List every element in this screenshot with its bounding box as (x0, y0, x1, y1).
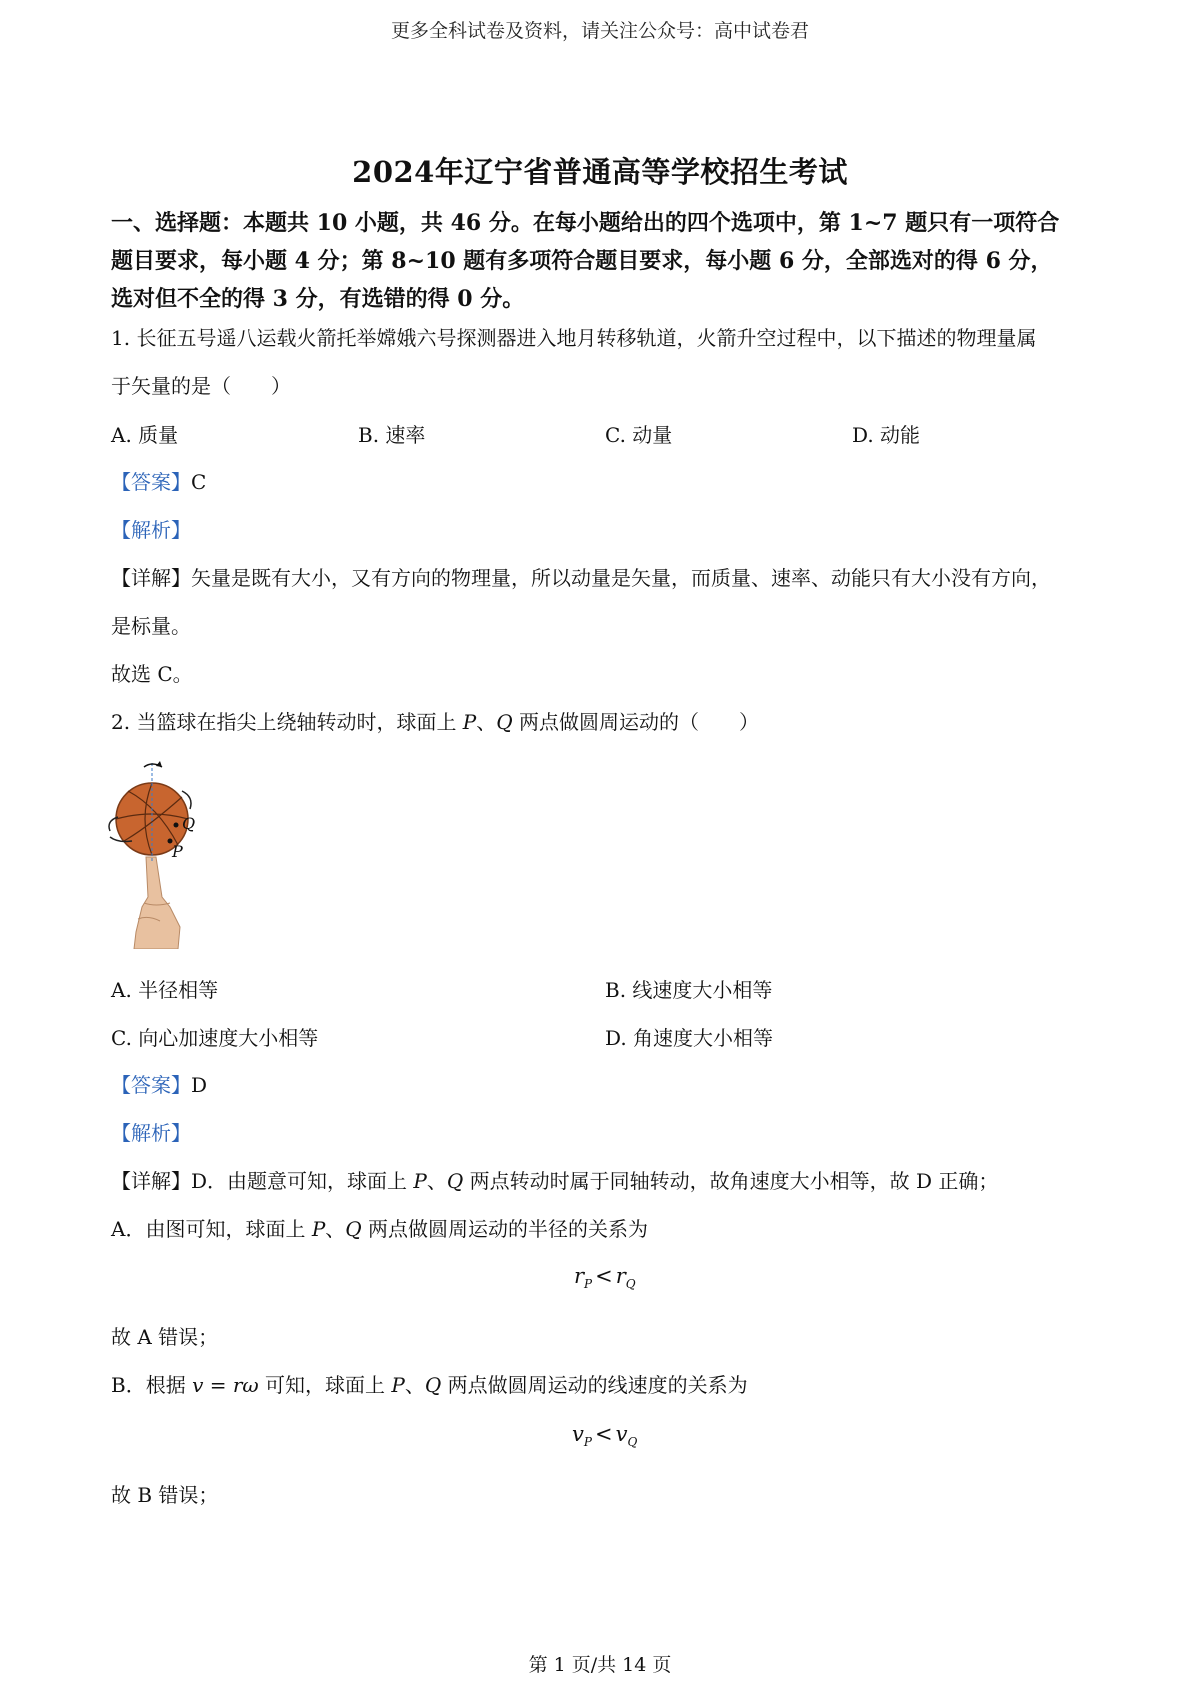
formula-radius (574, 1264, 636, 1291)
q1-option-c: C. 动量 (605, 423, 673, 447)
section-heading-line-1: 一、选择题：本题共 10 小题，共 46 分。在每小题给出的四个选项中，第 1~7 题只有一项符合 (111, 210, 1060, 236)
formula-lt-1: < (595, 1264, 613, 1288)
q1-option-a: A. 质量 (111, 423, 179, 447)
q2-analysis-tag: 【解析】 (111, 1121, 191, 1145)
q1-answer-value: C (191, 470, 207, 494)
section-heading-line-2: 题目要求，每小题 4 分；第 8~10 题有多项符合题目要求，每小题 6 分，全部选对的得 6 分， (111, 248, 1053, 274)
q2-a-q: Q (345, 1217, 362, 1241)
basketball-figure-svg (108, 757, 224, 949)
q2-detail-b-mid: 可知，球面上 (258, 1373, 392, 1397)
q1-detail-line-1 (111, 563, 1051, 593)
formula-r-sub-p: P (584, 1277, 593, 1292)
q2-b-conclusion: 故 B 错误； (111, 1483, 219, 1507)
formula-r-sub-q: Q (625, 1277, 636, 1292)
q1-answer (111, 467, 206, 497)
q2-b-sep: 、 (404, 1373, 425, 1397)
section-heading-line-3: 选对但不全的得 3 分，有选错的得 0 分。 (111, 286, 525, 312)
formula-r-1: r (574, 1264, 585, 1288)
q1-option-d: D. 动能 (852, 423, 921, 447)
q2-a-conclusion: 故 A 错误； (111, 1325, 219, 1349)
q2-b-formula: v = rω (192, 1373, 259, 1397)
hand-shape (134, 857, 180, 949)
q1-analysis-tag: 【解析】 (111, 518, 191, 542)
q2-detail-d (111, 1166, 998, 1196)
q2-b-p: P (391, 1373, 405, 1397)
q1-detail-line-2: 是标量。 (111, 614, 191, 638)
q2-answer-value: D (191, 1073, 208, 1097)
q2-detail-d-post: 两点转动时属于同轴转动，故角速度大小相等，故 D 正确； (463, 1169, 999, 1193)
q2-detail-a-pre: A．由图可知，球面上 (111, 1217, 312, 1241)
page-footer: 第 1 页/共 14 页 (528, 1654, 672, 1676)
label-q: Q (182, 814, 196, 833)
q2-option-c: C. 向心加速度大小相等 (111, 1026, 319, 1050)
formula-v-1: v (572, 1422, 584, 1446)
q2-stem-post: 两点做圆周运动的（ ） (512, 710, 760, 734)
q1-stem-line-2: 于矢量的是（ ） (111, 374, 291, 398)
q2-a-sep: 、 (325, 1217, 346, 1241)
q1-answer-tag: 【答案】 (111, 470, 191, 494)
q2-a-p: P (311, 1217, 326, 1241)
q1-stem-line-1: 1. 长征五号遥八运载火箭托举嫦娥六号探测器进入地月转移轨道，火箭升空过程中，以下描述的物理量属 (111, 326, 1037, 350)
q1-detail-text-1: 矢量是既有大小，又有方向的物理量，所以动量是矢量，而质量、速率、动能只有大小没有方向， (191, 566, 1051, 590)
q2-detail-a-post: 两点做圆周运动的半径的关系为 (361, 1217, 649, 1241)
q2-b-q: Q (424, 1373, 442, 1397)
q1-option-b: B. 速率 (358, 423, 426, 447)
q2-point-q: Q (496, 710, 513, 734)
q1-detail-tag: 【详解】 (111, 566, 191, 590)
formula-v-2: v (615, 1422, 628, 1446)
q1-conclusion: 故选 C。 (111, 662, 193, 686)
q2-detail-b-pre: B．根据 (111, 1373, 193, 1397)
q2-detail-d-pre: D．由题意可知，球面上 (191, 1169, 414, 1193)
formula-v-sub-q: Q (627, 1435, 638, 1450)
formula-lt-2: < (594, 1422, 613, 1446)
q2-detail-b-end: 两点做圆周运动的线速度的关系为 (441, 1373, 748, 1397)
q2-option-a: A. 半径相等 (111, 978, 219, 1002)
basketball-figure (108, 757, 224, 949)
q2-option-b: B. 线速度大小相等 (605, 978, 773, 1002)
formula-v-sub-p: P (583, 1435, 592, 1450)
q2-option-d: D. 角速度大小相等 (605, 1026, 774, 1050)
q2-answer-tag: 【答案】 (111, 1073, 191, 1097)
point-q-dot (174, 823, 179, 828)
q2-detail-a (111, 1214, 648, 1244)
q2-d-p: P (413, 1169, 427, 1193)
q2-stem-pre: 2. 当篮球在指尖上绕轴转动时，球面上 (111, 710, 463, 734)
label-p: P (172, 842, 183, 861)
page-title: 2024年辽宁省普通高等学校招生考试 (352, 155, 848, 189)
q2-sep: 、 (476, 710, 497, 734)
header-note: 更多全科试卷及资料，请关注公众号：高中试卷君 (390, 20, 809, 42)
q2-d-q: Q (446, 1169, 464, 1193)
q2-point-p: P (462, 710, 477, 734)
q2-answer (111, 1070, 207, 1100)
q2-d-sep: 、 (426, 1169, 447, 1193)
q2-detail-tag: 【详解】 (111, 1169, 191, 1193)
q2-stem (111, 707, 759, 737)
formula-velocity (572, 1422, 637, 1449)
formula-r-2: r (615, 1264, 626, 1288)
q2-detail-b (111, 1370, 748, 1400)
